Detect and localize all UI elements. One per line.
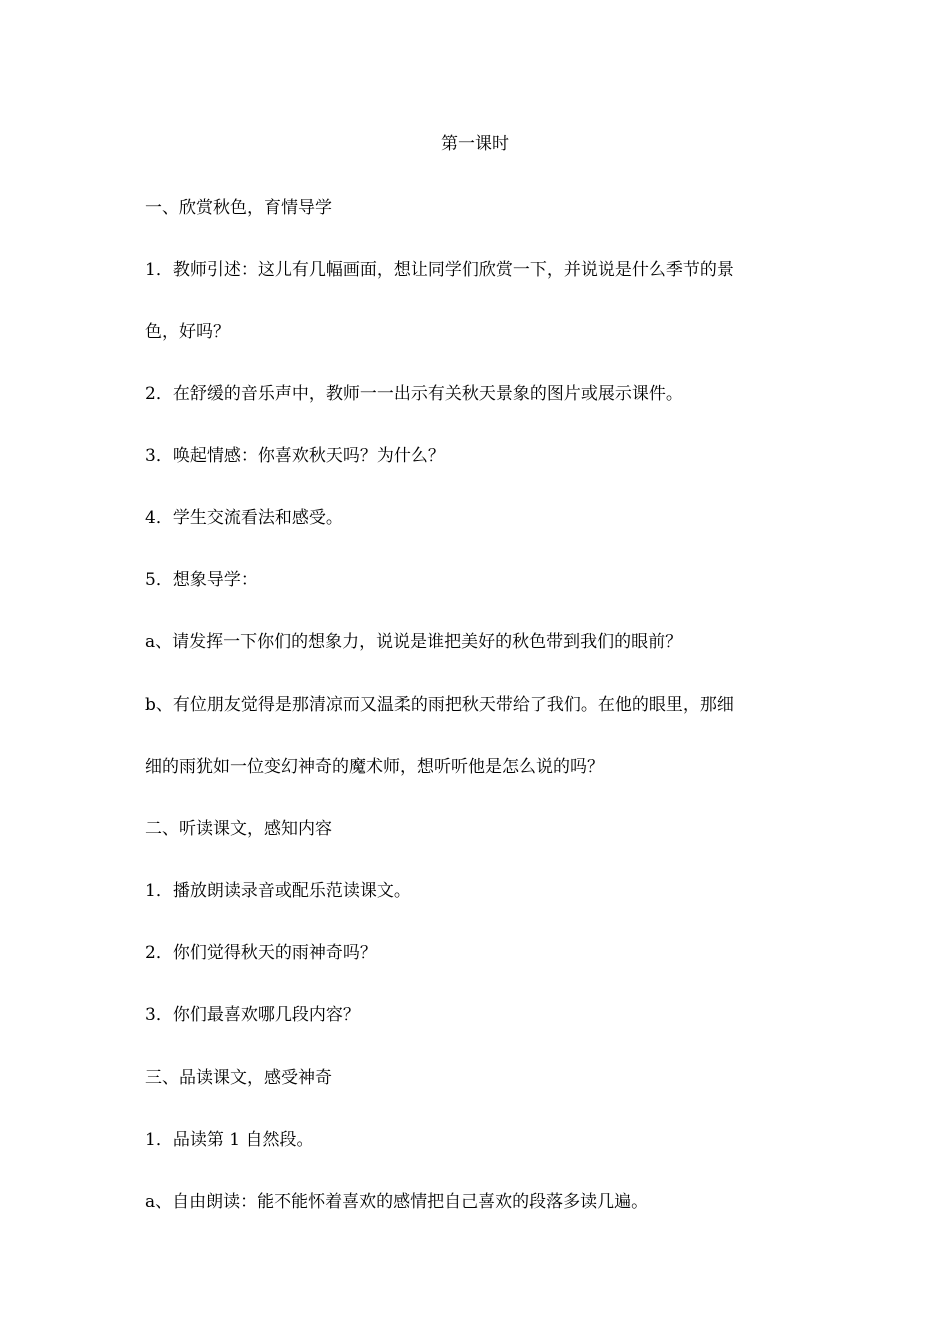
paragraph-line: 1．品读第 1 自然段。: [145, 1130, 314, 1150]
paragraph-line: 5．想象导学：: [145, 570, 258, 590]
section-heading-2: 二、听读课文，感知内容: [145, 819, 332, 839]
paragraph-line: 2．你们觉得秋天的雨神奇吗？: [145, 943, 377, 963]
paragraph-line: a、请发挥一下你们的想象力，说说是谁把美好的秋色带到我们的眼前？: [145, 632, 683, 652]
paragraph-line: 1．播放朗读录音或配乐范读课文。: [145, 881, 411, 901]
paragraph-line: 细的雨犹如一位变幻神奇的魔术师，想听听他是怎么说的吗？: [145, 757, 604, 777]
section-heading-1: 一、欣赏秋色，育情导学: [145, 198, 332, 218]
paragraph-line: 1．教师引述：这儿有几幅画面，想让同学们欣赏一下，并说说是什么季节的景: [145, 260, 734, 280]
paragraph-line: 3．你们最喜欢哪几段内容？: [145, 1005, 360, 1025]
paragraph-line: a、自由朗读：能不能怀着喜欢的感情把自己喜欢的段落多读几遍。: [145, 1192, 649, 1212]
paragraph-line: 4．学生交流看法和感受。: [145, 508, 343, 528]
section-heading-3: 三、品读课文，感受神奇: [145, 1068, 332, 1088]
paragraph-line: 色，好吗？: [145, 322, 230, 342]
paragraph-line: 3．唤起情感：你喜欢秋天吗？为什么？: [145, 446, 445, 466]
paragraph-line: b、有位朋友觉得是那清凉而又温柔的雨把秋天带给了我们。在他的眼里，那细: [145, 695, 734, 715]
paragraph-line: 2．在舒缓的音乐声中，教师一一出示有关秋天景象的图片或展示课件。: [145, 384, 683, 404]
page-title: 第一课时: [441, 134, 509, 154]
